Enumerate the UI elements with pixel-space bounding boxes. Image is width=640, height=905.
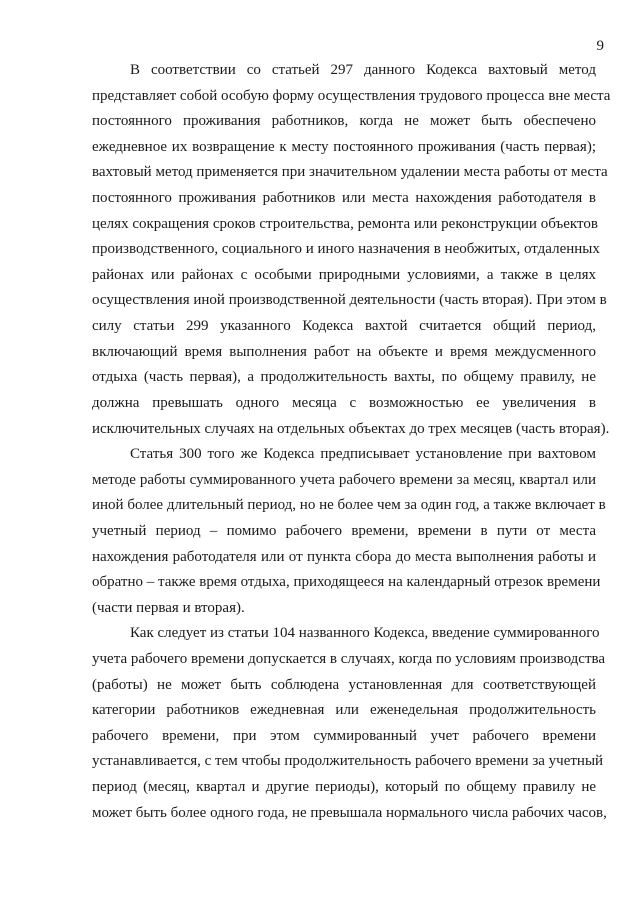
body-text [92, 58, 611, 826]
text-line: производственного, социального и иного назначения в необжитых, отдаленных [92, 241, 600, 258]
text-line: Статья 300 того же Кодекса предписывает установление при вахтовом [130, 446, 596, 463]
text-line: учетный период – помимо рабочего времени, времени в пути от места [92, 522, 596, 539]
text-line: включающий время выполнения работ на объекте и время междусменного [92, 343, 596, 360]
text-line: постоянного проживания работников, когда не может быть обеспечено [92, 113, 596, 130]
text-line: целях сокращения сроков строительства, ремонта или реконструкции объектов [92, 215, 598, 232]
text-line: районах или районах с особыми природными условиями, а также в целях [92, 266, 596, 283]
text-line: категории работников ежедневная или еженедельная продолжительность [92, 702, 596, 719]
text-line: устанавливается, с тем чтобы продолжительность рабочего времени за учетный [92, 753, 604, 770]
text-line: осуществления иной производственной деятельности (часть вторая). При этом в [92, 292, 607, 309]
text-line: исключительных случаях на отдельных объектах до трех месяцев (часть вторая). [92, 420, 610, 437]
text-line: (части первая и вторая). [92, 599, 245, 616]
text-line: может быть более одного года, не превышала нормального числа рабочих часов, [92, 804, 607, 821]
text-line: ежедневное их возвращение к месту постоянного проживания (часть первая); [92, 138, 596, 155]
paragraph-2 [92, 442, 606, 621]
text-line: В соответствии со статьей 297 данного Кодекса вахтовый метод [130, 62, 596, 78]
text-line: должна превышать одного месяца с возможностью ее увеличения в [92, 394, 596, 411]
text-line: представляет собой особую форму осуществления трудового процесса вне места [92, 87, 611, 104]
text-line: отдыха (часть первая), а продолжительность вахты, по общему правилу, не [92, 369, 596, 386]
text-line: Как следует из статьи 104 названного Кодекса, введение суммированного [130, 625, 600, 642]
text-line: вахтовый метод применяется при значительном удалении места работы от места [92, 164, 608, 181]
text-line: обратно – также время отдыха, приходящееся на календарный отрезок времени [92, 574, 601, 591]
text-line: иной более длительный период, но не более чем за один год, а также включает в [92, 497, 606, 514]
text-line: нахождения работодателя или от пункта сбора до места выполнения работы и [92, 548, 596, 565]
text-line: рабочего времени, при этом суммированный учет рабочего времени [92, 727, 596, 744]
text-line: методе работы суммированного учета рабочего времени за месяц, квартал или [92, 471, 596, 488]
text-line: период (месяц, квартал и другие периоды), который по общему правилу не [92, 779, 596, 796]
text-line: силу статьи 299 указанного Кодекса вахтой считается общий период, [92, 318, 596, 335]
paragraph-1 [92, 58, 611, 442]
text-line: (работы) не может быть соблюдена установленная для соответствующей [92, 676, 596, 693]
text-line: учета рабочего времени допускается в случаях, когда по условиям производства [92, 651, 606, 668]
text-line: постоянного проживания работников или места нахождения работодателя в [92, 190, 596, 207]
paragraph-3 [92, 621, 607, 826]
page-number: 9 [596, 38, 604, 54]
